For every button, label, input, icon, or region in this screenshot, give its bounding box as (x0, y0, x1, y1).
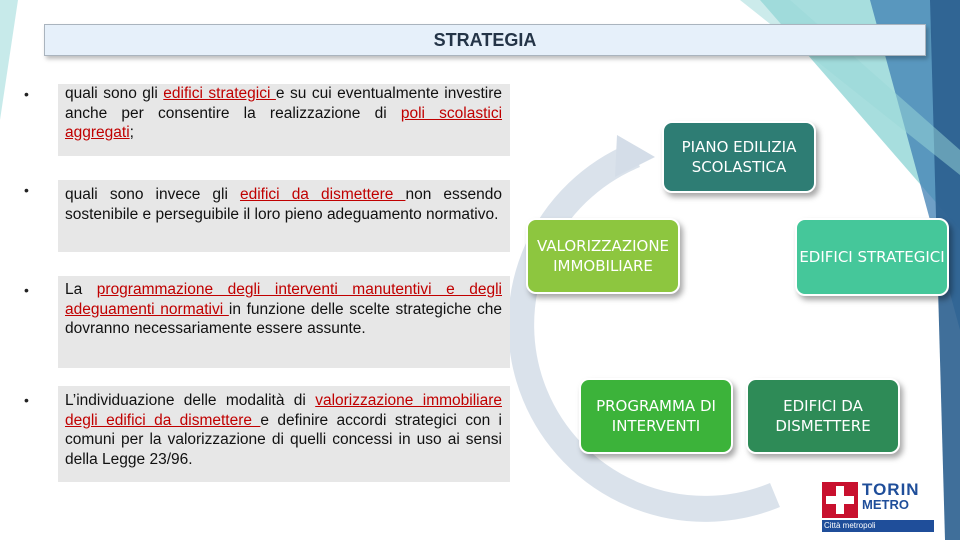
text-run: ; (129, 124, 134, 141)
bullet-text (65, 276, 510, 339)
logo-text: METRO (862, 497, 909, 512)
text-run: in funzione delle scelte strategiche che dovranno necessariamente essere assunte. (65, 300, 502, 337)
torino-metropoli-logo (822, 480, 932, 532)
node-valorizzazione (526, 218, 680, 294)
text-run: L’individuazione delle modalità di (65, 392, 316, 409)
text-run: e definire accordi strategici con i comuni per la valorizzazione di quelli concessi in uso ai sensi della Legge 23/96. (65, 411, 502, 468)
highlight-run: edifici da dismettere (239, 186, 406, 203)
node-piano-edilizia (662, 121, 816, 193)
highlight-run: edifici strategici (163, 85, 276, 102)
text-run: La (65, 281, 97, 298)
bullet-icon: • (24, 182, 29, 198)
node-edifici-dismettere (746, 378, 900, 454)
text-run: e su cui eventualmente investire anche per consentire la realizzazione di (65, 85, 503, 122)
text-run: quali sono invece gli (65, 186, 240, 203)
text-run: non essendo sostenibile e perseguibile il loro pieno adeguamento normativo. (65, 186, 502, 223)
bullet-text (65, 84, 510, 143)
node-programma-interventi (579, 378, 733, 454)
node-label: VALORIZZAZIONE IMMOBILIARE (536, 237, 670, 275)
node-label: EDIFICI STRATEGICI (799, 248, 945, 266)
shield-icon (822, 482, 858, 518)
highlight-run: programmazione degli interventi manutentivi e degli adeguamenti normativi (65, 281, 502, 318)
bullet-text (65, 386, 510, 469)
bullet-item (20, 84, 510, 156)
title-bar (44, 24, 926, 56)
node-label: PIANO EDILIZIA SCOLASTICA (681, 138, 797, 176)
bullet-icon: • (24, 282, 29, 298)
bullet-text (65, 180, 510, 224)
text-run: quali sono gli (65, 85, 164, 102)
bullet-item (20, 386, 510, 482)
bullet-icon: • (24, 392, 29, 408)
logo-text: TORIN (862, 480, 920, 499)
logo-subtitle: Città metropoli (822, 520, 934, 532)
bullet-item (20, 180, 510, 252)
page-title: STRATEGIA (433, 29, 537, 50)
bullet-item (20, 276, 510, 368)
node-label: PROGRAMMA DI INTERVENTI (596, 397, 716, 435)
highlight-run: poli scolastici aggregati (65, 104, 503, 141)
node-label: EDIFICI DA DISMETTERE (775, 397, 871, 435)
node-edifici-strategici (795, 218, 949, 296)
bullet-icon: • (24, 86, 29, 102)
highlight-run: valorizzazione immobiliare degli edifici da dismettere (65, 392, 502, 429)
